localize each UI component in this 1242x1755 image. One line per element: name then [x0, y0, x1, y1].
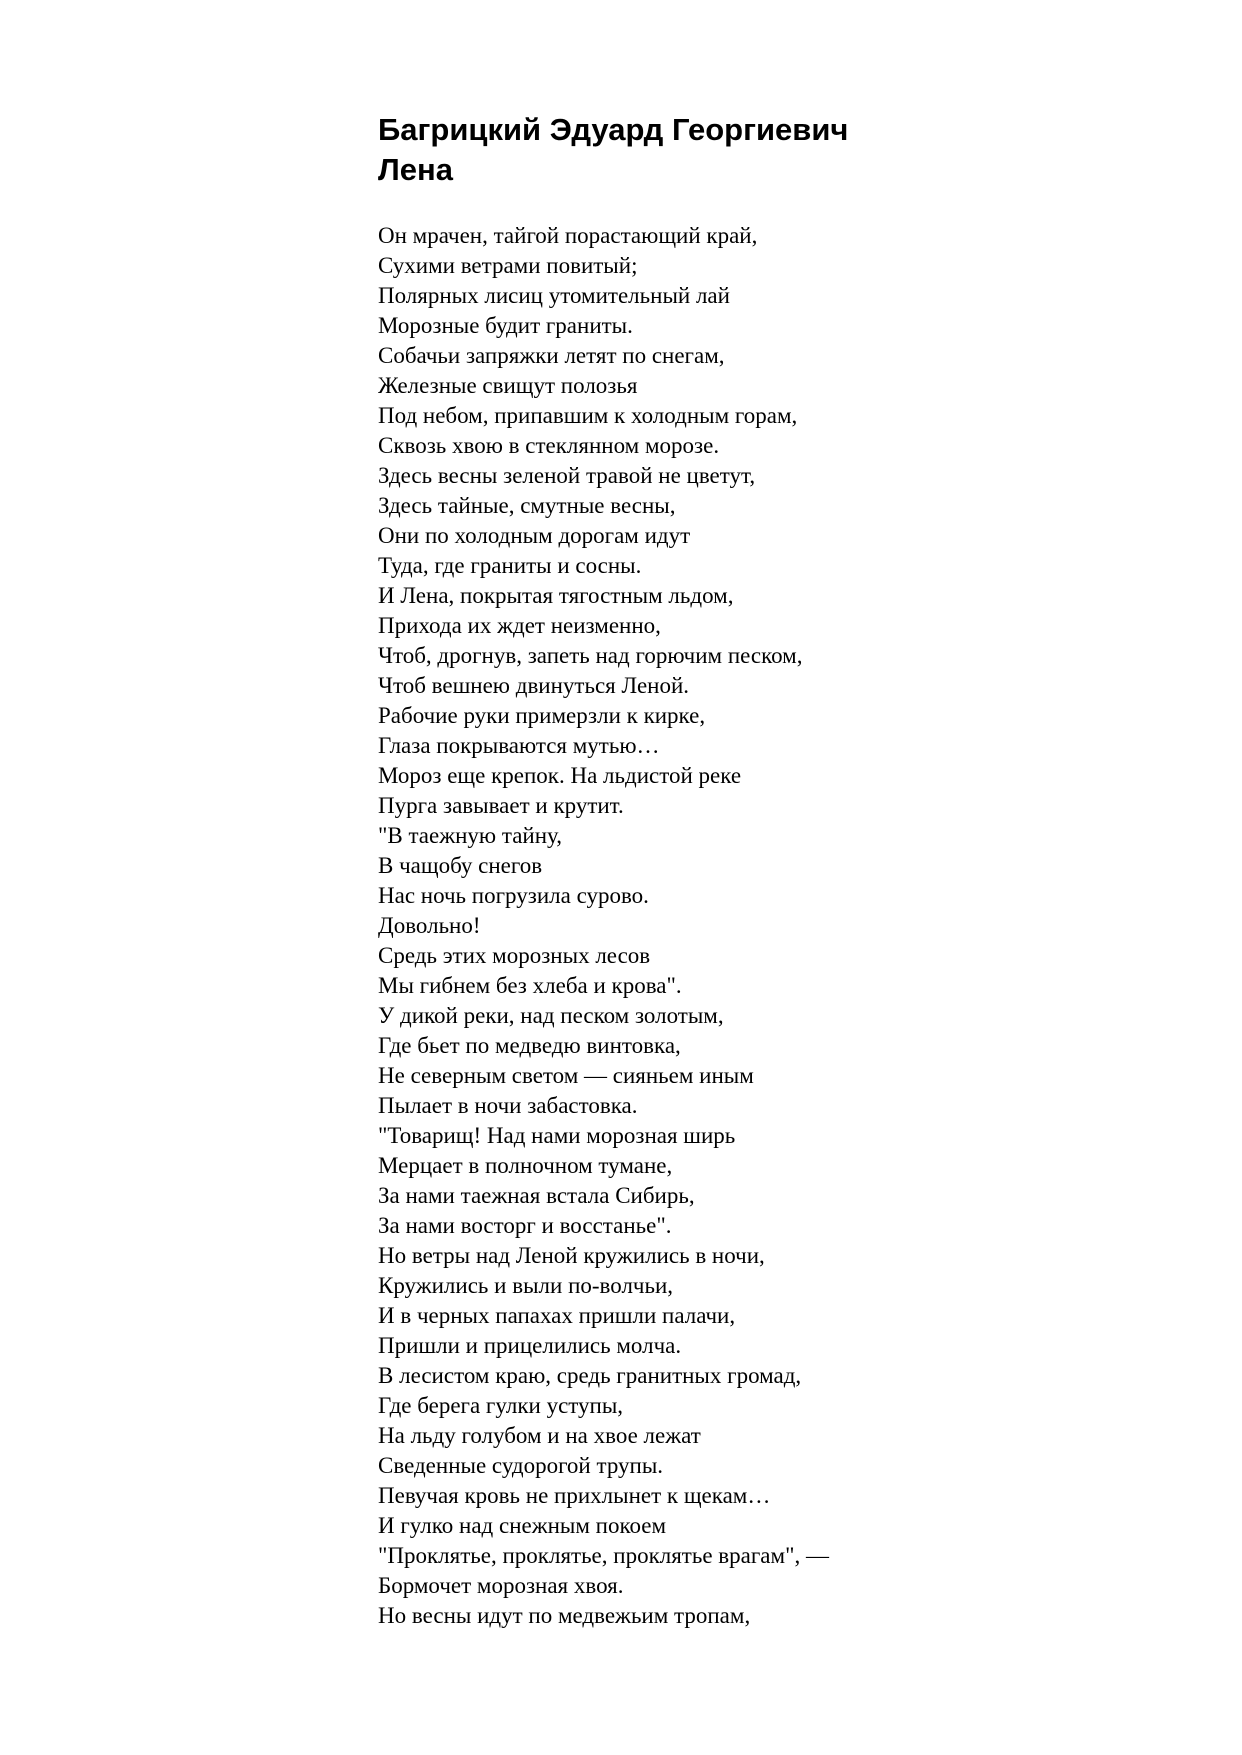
poem-body — [378, 221, 1198, 1631]
poem-line: Сквозь хвою в стеклянном морозе. — [378, 433, 720, 458]
author-name: Багрицкий Эдуард Георгиевич — [378, 112, 849, 147]
poem-line: Пришли и прицелились молча. — [378, 1333, 682, 1358]
poem-line: Мороз еще крепок. На льдистой реке — [378, 763, 742, 788]
poem-line: Собачьи запряжки летят по снегам, — [378, 343, 725, 368]
document-header — [378, 110, 1178, 190]
poem-line: На льду голубом и на хвое лежат — [378, 1423, 701, 1448]
poem-line: Кружились и выли по-волчьи, — [378, 1273, 674, 1298]
poem-line: Где бьет по медведю винтовка, — [378, 1033, 681, 1058]
poem-line: Но ветры над Леной кружились в ночи, — [378, 1243, 765, 1268]
poem-line: И в черных папахах пришли палачи, — [378, 1303, 736, 1328]
poem-line: Мерцает в полночном тумане, — [378, 1153, 673, 1178]
poem-line: Под небом, припавшим к холодным горам, — [378, 403, 798, 428]
poem-line: Мы гибнем без хлеба и крова". — [378, 973, 682, 998]
poem-line: Глаза покрываются мутью… — [378, 733, 660, 758]
poem-line: Пурга завывает и крутит. — [378, 793, 624, 818]
poem-line: Сведенные судорогой трупы. — [378, 1453, 664, 1478]
poem-title: Лена — [378, 152, 453, 187]
poem-line: Не северным светом — сияньем иным — [378, 1063, 754, 1088]
poem-line: Бормочет морозная хвоя. — [378, 1573, 624, 1598]
poem-line: Полярных лисиц утомительный лай — [378, 283, 730, 308]
poem-line: "Проклятье, проклятье, проклятье врагам", — — [378, 1543, 829, 1568]
poem-line: И Лена, покрытая тягостным льдом, — [378, 583, 734, 608]
poem-line: Сухими ветрами повитый; — [378, 253, 638, 278]
poem-line: Довольно! — [378, 913, 481, 938]
poem-line: Чтоб вешнею двинуться Леной. — [378, 673, 690, 698]
poem-line: Пылает в ночи забастовка. — [378, 1093, 638, 1118]
poem-line: И гулко над снежным покоем — [378, 1513, 667, 1538]
poem-line: Здесь тайные, смутные весны, — [378, 493, 676, 518]
poem-line: Но весны идут по медвежьим тропам, — [378, 1603, 751, 1628]
poem-line: Железные свищут полозья — [378, 373, 638, 398]
poem-line: Чтоб, дрогнув, запеть над горючим песком, — [378, 643, 803, 668]
poem-line: Рабочие руки примерзли к кирке, — [378, 703, 706, 728]
poem-line: В чащобу снегов — [378, 853, 543, 878]
poem-line: Средь этих морозных лесов — [378, 943, 651, 968]
poem-line: Он мрачен, тайгой порастающий край, — [378, 223, 758, 248]
poem-line: В лесистом краю, средь гранитных громад, — [378, 1363, 802, 1388]
poem-line: "Товарищ! Над нами морозная ширь — [378, 1123, 736, 1148]
poem-line: За нами восторг и восстанье". — [378, 1213, 672, 1238]
poem-line: У дикой реки, над песком золотым, — [378, 1003, 724, 1028]
poem-line: Нас ночь погрузила сурово. — [378, 883, 649, 908]
poem-line: "В таежную тайну, — [378, 823, 562, 848]
poem-line: Где берега гулки уступы, — [378, 1393, 624, 1418]
poem-line: Певучая кровь не прихлынет к щекам… — [378, 1483, 771, 1508]
poem-line: Прихода их ждет неизменно, — [378, 613, 661, 638]
poem-line: Они по холодным дорогам идут — [378, 523, 691, 548]
poem-line: Морозные будит граниты. — [378, 313, 633, 338]
poem-line: Туда, где граниты и сосны. — [378, 553, 642, 578]
poem-line: Здесь весны зеленой травой не цветут, — [378, 463, 756, 488]
poem-line: За нами таежная встала Сибирь, — [378, 1183, 695, 1208]
